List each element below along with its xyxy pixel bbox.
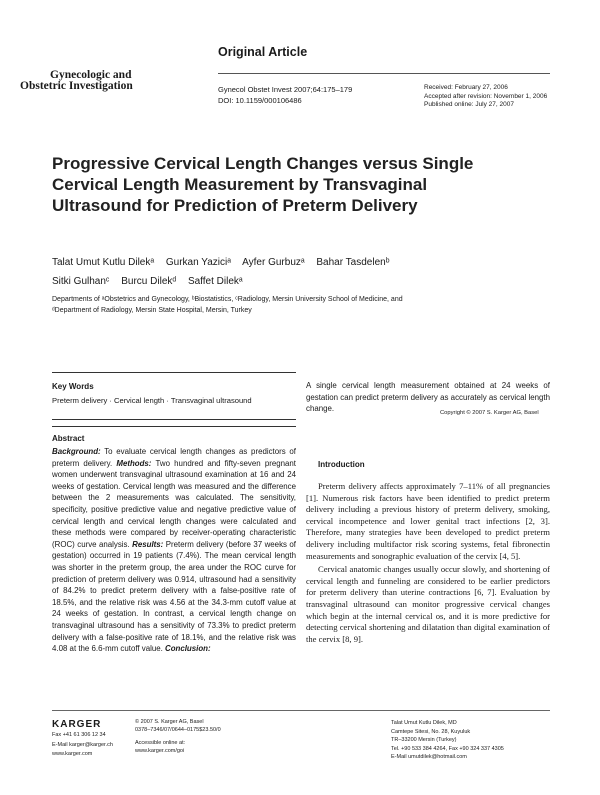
- article-title: Progressive Cervical Length Changes versus Single Cervical Length Measurement by Transvaginal Ultrasound for Prediction of Preterm Delivery: [52, 154, 474, 215]
- corr-phone: Tel. +90 533 384 4264, Fax +90 324 337 4305: [391, 745, 504, 752]
- section-label: Original Article: [218, 45, 308, 59]
- methods-label: Methods:: [116, 458, 152, 468]
- corr-address: TR–33200 Mersin (Turkey): [391, 737, 457, 743]
- journal-logo-line1: Gynecologic and: [50, 69, 132, 81]
- footer-rule: [52, 710, 550, 711]
- background-text: To evaluate cervical length changes as predictors of preterm delivery.: [52, 447, 296, 468]
- divider: [52, 426, 296, 427]
- fax: Fax +41 61 306 12 34: [52, 732, 106, 738]
- author-list: [52, 253, 502, 291]
- author: Gurkan Yaziciᵃ: [165, 257, 231, 268]
- divider: [52, 372, 296, 373]
- publication-info: [135, 719, 221, 755]
- keywords-text: Preterm delivery · Cervical length · Transvaginal ultrasound: [52, 396, 252, 405]
- paragraph: Preterm delivery affects approximately 7–11% of all pregnancies [1]. Numerous risk factors have been identified to predict preterm delivery including a previous history of preterm delivery, smoking, cervical incompetence and lower genital tract infections [2, 3]. Therefore, many strategies have been developed to predict preterm delivery including multifactor risk scoring systems, fetal fibronectin measurements and sonographic evaluation of the cervix [4, 5].: [306, 481, 550, 561]
- conclusion-label: Conclusion:: [165, 644, 211, 654]
- divider: [52, 419, 296, 420]
- introduction-heading: Introduction: [318, 460, 365, 469]
- copyright-notice: Copyright © 2007 S. Karger AG, Basel: [440, 410, 539, 416]
- paragraph: Cervical anatomic changes usually occur slowly, and shortening of cervical length and funneling are considered to be earlier predictors for preterm delivery than uterine contractions [6, 7]. Evaluation by transvaginal ultrasound can monitor progressive cervical changes which begin at the internal cervical os, and it is more predictive for detecting cervical shortening and dilatation than digital examination of the cervix [8, 9].: [306, 564, 550, 644]
- doi: DOI: 10.1159/000106486: [218, 96, 302, 105]
- received-date: Received: February 27, 2006: [424, 84, 508, 91]
- affiliation-line: ᵈDepartment of Radiology, Mersin State Hospital, Mersin, Turkey: [52, 307, 252, 314]
- publisher-logo: KARGER: [52, 719, 102, 730]
- journal-logo-line2: Obstetric Investigation: [20, 80, 133, 92]
- publisher-contact: [52, 731, 113, 760]
- citation: Gynecol Obstet Invest 2007;64:175–179: [218, 85, 353, 94]
- abstract-heading: Abstract: [52, 434, 85, 443]
- author: Sitki Gulhanᶜ: [52, 276, 110, 287]
- email: E-Mail karger@karger.ch: [52, 741, 113, 748]
- accepted-date: Accepted after revision: November 1, 2006: [424, 92, 548, 100]
- citation-block: [218, 84, 352, 106]
- journal-logo: [20, 69, 133, 92]
- affiliation-line: Departments of ᵃObstetrics and Gynecology, ᵇBiostatistics, ᶜRadiology, Mersin University School of Medicine, and: [52, 296, 403, 303]
- dates-block: [424, 84, 547, 110]
- background-label: Background:: [52, 447, 101, 456]
- author: Ayfer Gurbuzᵃ: [242, 257, 305, 268]
- corr-name: Talat Umut Kutlu Dilek, MD: [391, 720, 457, 726]
- access-url-link[interactable]: www.karger.com/goi: [135, 747, 185, 754]
- published-date: Published online: July 27, 2007: [424, 101, 514, 108]
- results-label: Results:: [132, 539, 164, 549]
- corr-address: Camtepe Sitesi, No. 28, Kuyuluk: [391, 728, 471, 735]
- affiliations: [52, 294, 482, 316]
- abstract-continuation: A single cervical length measurement obtained at 24 weeks of gestation can predict preterm delivery as accurately as cervical length change.: [306, 381, 550, 414]
- methods-text: Two hundred and fifty-seven pregnant women underwent transvaginal ultrasound examination at 16 and 24 weeks of gestation. Cervical length was measured and the difference between the 2 measurements was calculated. The sensitivity, specificity, positive predictive value and negative predictive value of cervical length and cervical length changes were calculated and these methods were compared by receiver-operating characteristic (ROC) curve analysis.: [52, 458, 296, 549]
- introduction-body: [306, 481, 550, 645]
- pub-copyright: © 2007 S. Karger AG, Basel: [135, 719, 204, 725]
- abstract-body: [52, 446, 296, 655]
- author: Bahar Tasdelenᵇ: [316, 257, 390, 268]
- corr-email-link[interactable]: E-Mail umutdilek@hotmail.com: [391, 754, 467, 760]
- author: Burcu Dilekᵈ: [121, 276, 177, 287]
- author: Talat Umut Kutlu Dilekᵃ: [52, 257, 155, 268]
- website-link[interactable]: www.karger.com: [52, 751, 93, 757]
- results-text: Preterm delivery (before 37 weeks of gestation) occurred in 19 patients (7.4%). The mean cervical length was shorter in the preterm group, the area under the ROC curve for prediction of preterm delivery was 0.914, ultrasound had a sensitivity of 84.2% to predict preterm delivery with a false-positive rate of 18.5%, and the relative risk was 4.56 at the 34.3-mm cutoff value at 24 weeks of gestation. In contrast, a cervical length change on transvaginal ultrasound has a sensitivity of 73.3% to predict preterm delivery with a false-positive rate of 18.1%, and the relative risk was 4.08 at the 6.6-mm cutoff value.: [52, 539, 296, 654]
- access-label: Accessible online at:: [135, 740, 186, 746]
- correspondence: [391, 719, 504, 762]
- author: Saffet Dilekᵃ: [187, 276, 243, 287]
- keywords-heading: Key Words: [52, 382, 94, 391]
- header-rule: [218, 73, 550, 74]
- issn: 0378–7346/07/0644–0175$23.50/0: [135, 726, 221, 733]
